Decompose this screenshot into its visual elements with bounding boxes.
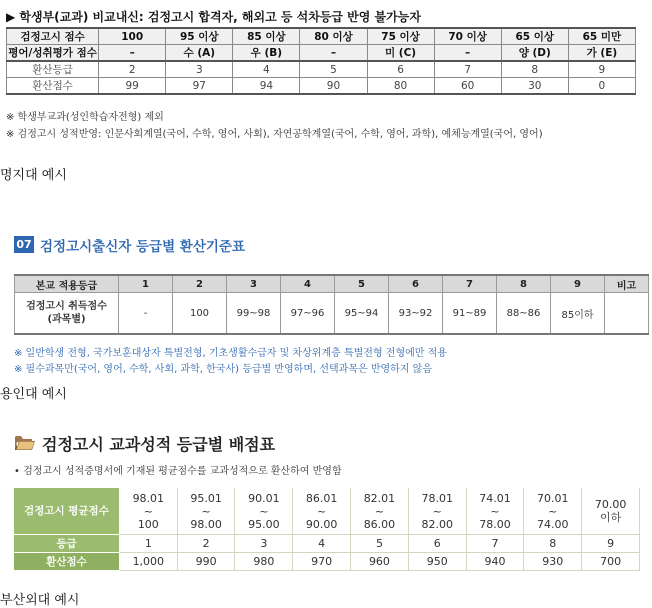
- points-cell: 1,000: [119, 553, 177, 571]
- achievement-cell: –: [434, 45, 501, 62]
- grade-header: 9: [551, 275, 605, 293]
- grade-cell: 5: [300, 61, 367, 78]
- grade-cell: 6: [408, 535, 466, 553]
- section3-caption: 부산외대 예시: [0, 593, 80, 608]
- range-cell: 91~89: [443, 293, 497, 335]
- row-label-line: 검정고시 취득점수: [26, 301, 107, 312]
- range-cell: 90.01 ~ 95.00: [235, 488, 293, 535]
- grade-cell: 3: [235, 535, 293, 553]
- range-cell: 95~94: [335, 293, 389, 335]
- grade-header: 6: [389, 275, 443, 293]
- row-header: [15, 293, 119, 335]
- achievement-cell: 가 (E): [568, 45, 635, 62]
- score-cell: 70 이상: [434, 28, 501, 45]
- grade-cell: 4: [293, 535, 351, 553]
- grade-cell: 1: [119, 535, 177, 553]
- row-header: 환산점수: [7, 78, 99, 95]
- grade-cell: 9: [582, 535, 640, 553]
- score-cell: 95 이상: [166, 28, 233, 45]
- section2-title: 검정고시출신자 등급별 환산기준표: [40, 239, 246, 255]
- converted-score-cell: 99: [99, 78, 166, 95]
- points-cell: 930: [524, 553, 582, 571]
- row-label-line: (과목별): [47, 314, 86, 325]
- section1-note-2: ※ 검정고시 성적반영: 인문사회계열(국어, 수학, 영어, 사회), 자연공학계열(국어, 수학, 영어, 과학), 예체능계열(국어, 영어): [6, 129, 543, 140]
- points-cell: 990: [177, 553, 235, 571]
- remarks-header: 비고: [605, 275, 649, 293]
- section3-note: • 검정고시 성적증명서에 기재된 평균점수를 교과성적으로 환산하여 반영함: [14, 466, 342, 477]
- converted-score-cell: 80: [367, 78, 434, 95]
- grade-header: 8: [497, 275, 551, 293]
- yongin-conversion-table: [14, 274, 649, 335]
- range-cell: -: [119, 293, 173, 335]
- grade-header: 1: [119, 275, 173, 293]
- range-cell: 99~98: [227, 293, 281, 335]
- range-cell: 86.01 ~ 90.00: [293, 488, 351, 535]
- range-cell: 98.01 ~ 100: [119, 488, 177, 535]
- converted-score-cell: 97: [166, 78, 233, 95]
- grade-header: 4: [281, 275, 335, 293]
- grade-header: 2: [173, 275, 227, 293]
- section1-caption: 명지대 예시: [0, 168, 67, 183]
- grade-cell: 8: [524, 535, 582, 553]
- row-header: 검정고시 평균점수: [14, 488, 119, 535]
- converted-score-cell: 60: [434, 78, 501, 95]
- converted-score-cell: 30: [501, 78, 568, 95]
- achievement-cell: 우 (B): [233, 45, 300, 62]
- row-header: 환산등급: [7, 61, 99, 78]
- grade-cell: 3: [166, 61, 233, 78]
- achievement-cell: 수 (A): [166, 45, 233, 62]
- row-header: 환산점수: [14, 553, 119, 571]
- range-cell: 74.01 ~ 78.00: [466, 488, 524, 535]
- points-cell: 960: [351, 553, 409, 571]
- achievement-cell: 양 (D): [501, 45, 568, 62]
- grade-header: 3: [227, 275, 281, 293]
- table-row: [15, 275, 649, 293]
- range-cell: 78.01 ~ 82.00: [408, 488, 466, 535]
- score-cell: 65 이상: [501, 28, 568, 45]
- grade-cell: 8: [501, 61, 568, 78]
- table-row: [14, 535, 640, 553]
- grade-cell: 7: [434, 61, 501, 78]
- grade-header: 7: [443, 275, 497, 293]
- table-row: [7, 61, 636, 78]
- grade-cell: 9: [568, 61, 635, 78]
- table-row: [14, 488, 640, 535]
- section3-title: 검정고시 교과성적 등급별 배점표: [42, 435, 276, 454]
- grade-cell: 2: [177, 535, 235, 553]
- section2-note-1: ※ 일반학생 전형, 국가보훈대상자 특별전형, 기초생활수급자 및 차상위계층 특별전형 전형에만 적용: [14, 348, 447, 359]
- achievement-cell: –: [99, 45, 166, 62]
- converted-score-cell: 90: [300, 78, 367, 95]
- row-header: 검정고시 점수: [7, 28, 99, 45]
- row-header: 등급: [14, 535, 119, 553]
- section1-note-1: ※ 학생부교과(성인학습자전형) 제외: [6, 112, 164, 123]
- grade-cell: 2: [99, 61, 166, 78]
- row-header: 본교 적용등급: [15, 275, 119, 293]
- table-row: [7, 28, 636, 45]
- range-cell: 85이하: [551, 293, 605, 335]
- grade-cell: 4: [233, 61, 300, 78]
- points-cell: 950: [408, 553, 466, 571]
- grade-cell: 6: [367, 61, 434, 78]
- points-cell: 970: [293, 553, 351, 571]
- achievement-cell: 미 (C): [367, 45, 434, 62]
- range-cell: 97~96: [281, 293, 335, 335]
- range-cell: 88~86: [497, 293, 551, 335]
- row-header: 평어/성취평가 점수: [7, 45, 99, 62]
- myongji-conversion-table: [6, 27, 636, 95]
- section2-note-2: ※ 필수과목만(국어, 영어, 수학, 사회, 과학, 한국사) 등급별 반영하며, 선택과목은 반영하지 않음: [14, 364, 432, 375]
- points-cell: 940: [466, 553, 524, 571]
- score-cell: 100: [99, 28, 166, 45]
- busan-conversion-table: [14, 488, 640, 571]
- score-cell: 80 이상: [300, 28, 367, 45]
- folder-icon: [14, 434, 36, 451]
- score-cell: 65 미만: [568, 28, 635, 45]
- score-cell: 85 이상: [233, 28, 300, 45]
- section-number-badge: 07: [14, 236, 34, 253]
- achievement-cell: –: [300, 45, 367, 62]
- points-cell: 980: [235, 553, 293, 571]
- grade-header: 5: [335, 275, 389, 293]
- range-cell: 93~92: [389, 293, 443, 335]
- range-cell: 100: [173, 293, 227, 335]
- table-row: [14, 553, 640, 571]
- range-cell: 95.01 ~ 98.00: [177, 488, 235, 535]
- table-row: [7, 78, 636, 95]
- grade-cell: 7: [466, 535, 524, 553]
- converted-score-cell: 0: [568, 78, 635, 95]
- converted-score-cell: 94: [233, 78, 300, 95]
- table-row: [7, 45, 636, 62]
- range-cell: 70.01 ~ 74.00: [524, 488, 582, 535]
- range-cell: 70.00 이하: [582, 488, 640, 535]
- grade-cell: 5: [351, 535, 409, 553]
- points-cell: 700: [582, 553, 640, 571]
- table-row: [15, 293, 649, 335]
- section1-title: ▶ 학생부(교과) 비교내신: 검정고시 합격자, 해외고 등 석차등급 반영 불가능자: [6, 10, 421, 24]
- remarks-cell: [605, 293, 649, 335]
- range-cell: 82.01 ~ 86.00: [351, 488, 409, 535]
- section2-caption: 용인대 예시: [0, 387, 67, 402]
- score-cell: 75 이상: [367, 28, 434, 45]
